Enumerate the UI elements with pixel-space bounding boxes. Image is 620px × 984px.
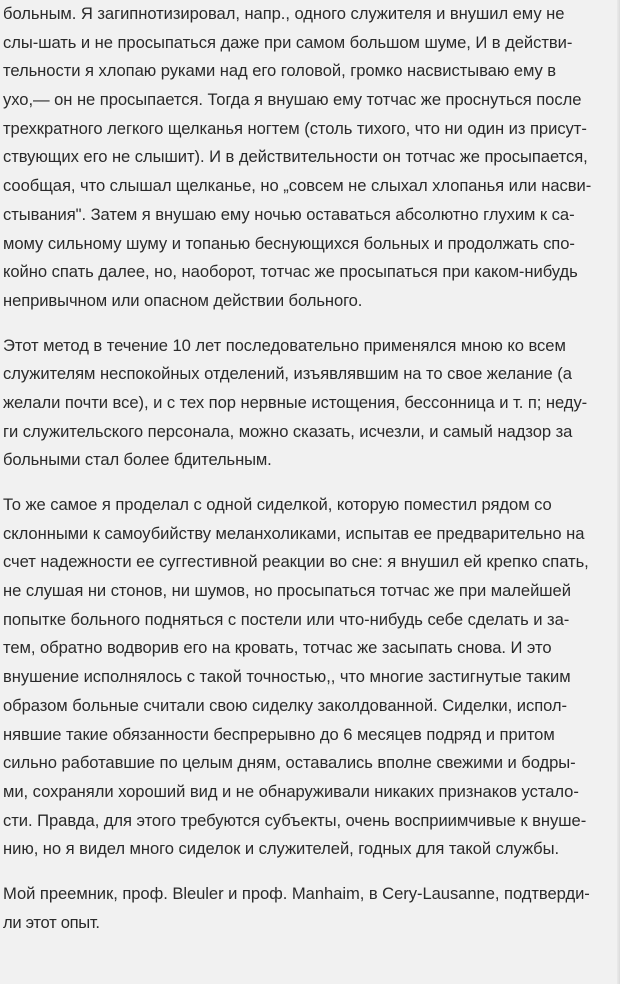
text-line: нию, но я видел много сиделок и служителей, годных для такой службы. — [3, 839, 560, 859]
text-line: сообщая, что слышал щелканье, но „совсем не слыхал хлопанья или насви- — [3, 176, 592, 196]
text-line: ми, сохраняли хороший вид и не обнаруживали никаких признаков устало- — [3, 781, 579, 801]
paragraph-gap — [3, 475, 615, 491]
text-line: стывания". Затем я внушаю ему ночью оставаться абсолютно глухим к са- — [3, 204, 575, 224]
text-line: больными стал более бдительным. — [3, 450, 272, 470]
paragraph — [3, 880, 615, 937]
text-line: Мой преемник, проф. Bleuler и проф. Manhaim, в Cery-Lausanne, подтверди- — [3, 883, 590, 903]
text-line: попытке больного подняться с постели или что-нибудь себе сделать и за- — [3, 609, 570, 629]
paragraph-gap — [3, 316, 615, 332]
text-line: нявшие такие обязанности беспрерывно до 6 месяцев подряд и притом — [3, 724, 555, 744]
text-line: койно спать далее, но, наоборот, тотчас же просыпаться при каком-нибудь — [3, 262, 578, 282]
text-line: мому сильному шуму и топанью беснующихся больных и продолжать спо- — [3, 233, 575, 253]
text-line: больным. Я загипнотизировал, напр., одного служителя и внушил ему не — [3, 4, 565, 23]
text-line: ли этот опыт. — [3, 912, 100, 932]
text-line: образом больные считали свою сиделку заколдованной. Сиделки, испол- — [3, 695, 568, 715]
text-line: желали почти все), и с тех пор нервные истощения, бессонница и т. п; неду- — [3, 392, 588, 412]
text-line: ухо,— он не просыпается. Тогда я внушаю ему тотчас же проснуться после — [3, 90, 582, 110]
paragraph — [3, 491, 615, 864]
text-line: То же самое я проделал с одной сиделкой, которую поместил рядом со — [3, 495, 552, 514]
text-line: счет надежности ее суггестивной реакции во сне: я внушил ей крепко спать, — [3, 552, 589, 572]
text-line: трехкратного легкого щелканья ногтем (столь тихого, что ни один из присут- — [3, 118, 587, 138]
document-text — [3, 0, 615, 937]
paragraph-gap — [3, 864, 615, 880]
text-line: ги служительского персонала, можно сказать, исчезли, и самый надзор за — [3, 421, 573, 441]
text-line: тельности я хлопаю руками над его головой, громко насвистываю ему в — [3, 61, 557, 81]
text-line: не слушая ни стонов, ни шумов, но просыпаться тотчас же при малейшей — [3, 581, 571, 601]
paragraph — [3, 332, 615, 475]
text-line: тем, обратно водворив его на кровать, тотчас же засыпать снова. И это — [3, 638, 552, 658]
text-line: слы-шать и не просыпаться даже при самом большом шуме, И в действи- — [3, 32, 573, 52]
text-line: ствующих его не слышит). И в действительности он тотчас же просыпается, — [3, 147, 588, 167]
text-line: сти. Правда, для этого требуются субъекты, очень восприимчивые к внуше- — [3, 810, 587, 830]
text-line: склонными к самоубийству меланхоликами, испытав ее предварительно на — [3, 523, 585, 543]
text-line: непривычном или опасном действии больного. — [3, 290, 363, 310]
text-line: внушение исполнялось с такой точностью,, что многие застигнутые таким — [3, 667, 571, 687]
text-line: Этот метод в течение 10 лет последовательно применялся мною ко всем — [3, 335, 566, 355]
paragraph — [3, 0, 615, 316]
text-line: служителям неспокойных отделений, изъявлявшим на то свое желание (а — [3, 364, 572, 384]
text-line: сильно работавшие по целым дням, оставались вполне свежими и бодры- — [3, 753, 576, 773]
